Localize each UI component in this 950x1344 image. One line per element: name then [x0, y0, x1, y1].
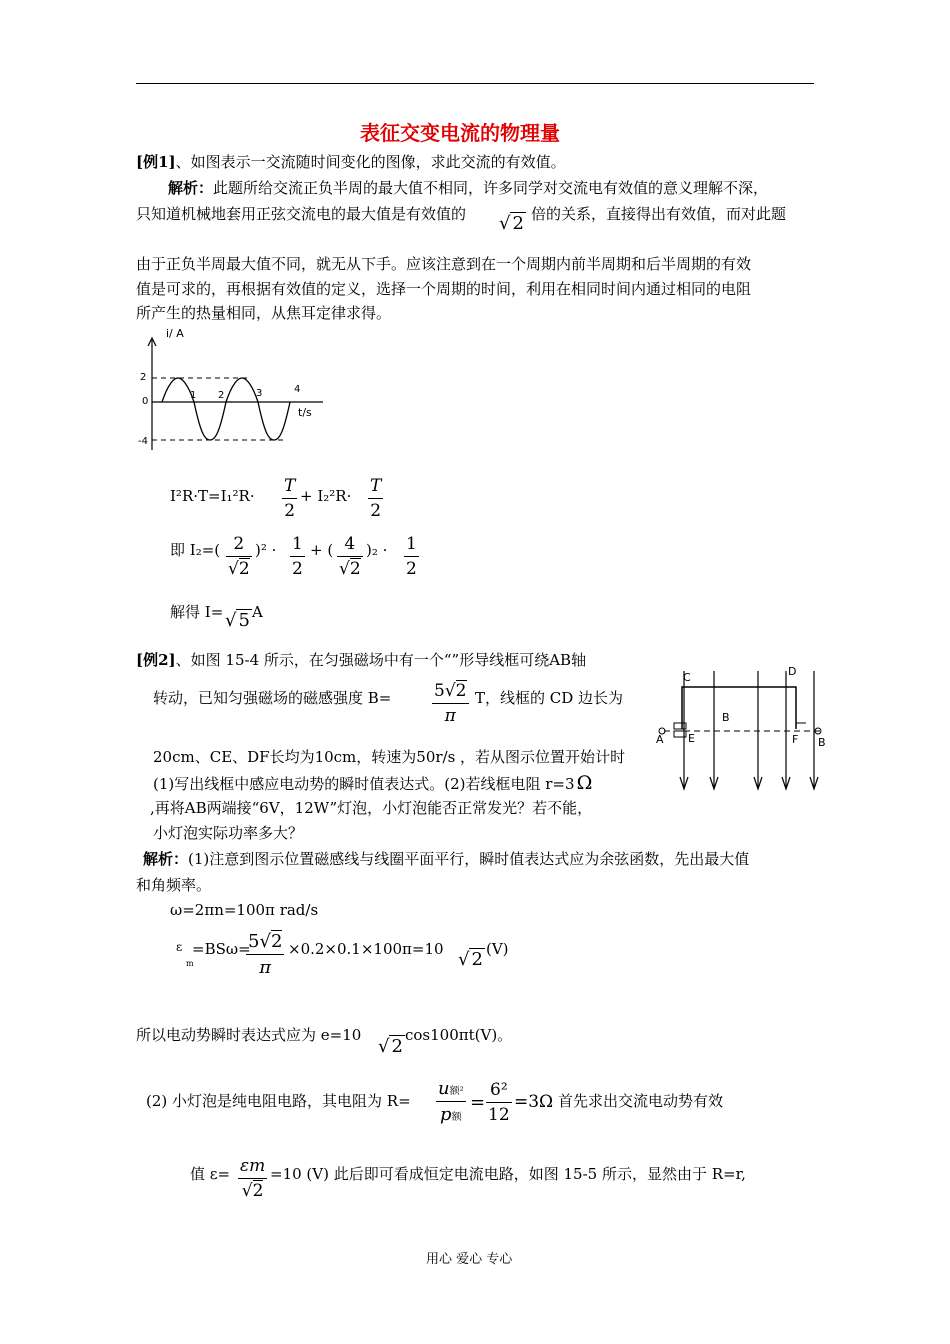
e-line-b: cos100πt(V)。 — [405, 1026, 513, 1044]
part2-a: (2) 小灯泡是纯电阻电路，其电阻为 R= — [146, 1092, 411, 1110]
frac-den: 2 — [368, 498, 383, 520]
em-rad: 2 — [270, 931, 283, 952]
graph-point-1: 1 — [190, 390, 197, 401]
example-2-line6: 小灯泡实际功率多大？ — [153, 824, 304, 842]
example-2-analysis-line1 — [143, 852, 749, 867]
eq2-frac-a — [226, 536, 252, 578]
frac-den: 2 — [290, 556, 305, 578]
frac-num: 1 — [406, 534, 417, 554]
frac-den: π — [246, 954, 284, 977]
frac-den: √2 — [226, 556, 252, 578]
frac-den: √2 — [238, 1178, 267, 1200]
analysis-label: 解析： — [143, 850, 189, 868]
example-2-analysis-line2: 和角频率。 — [136, 876, 212, 894]
wave-positive-2 — [226, 378, 258, 402]
eq2-mid2: + ( — [310, 541, 334, 559]
em-frac — [246, 933, 284, 977]
graph-point-2: 2 — [218, 390, 225, 401]
frac-den-rad: 2 — [349, 559, 361, 579]
example-1-text: 、如图表示一交流随时间变化的图像，求此交流的有效值。 — [175, 153, 566, 171]
last-b: =10 (V) 此后即可看成恒定电流电路，如图 15-5 所示，显然由于 R=r, — [270, 1165, 746, 1183]
label-e: E — [688, 732, 695, 745]
sqrt-2: √ 2 — [499, 213, 524, 234]
frac-num: 1 — [292, 534, 303, 554]
label-a: A — [656, 733, 664, 746]
e-sqrt: √ 2 — [378, 1036, 403, 1057]
p2-u-sub: 额² — [449, 1086, 464, 1097]
frac-num: 2 — [233, 534, 245, 554]
graph-x-label: t/s — [298, 406, 312, 419]
b-num: 5 — [434, 681, 445, 701]
frac-num: 5√2 — [248, 931, 283, 952]
graph-point-4: 4 — [294, 384, 301, 395]
eq2-mid1: )² · — [255, 541, 277, 559]
em-eq: =BSω= — [192, 940, 251, 958]
wire-frame-diagram — [654, 663, 824, 793]
em-num: 5 — [248, 931, 260, 952]
example-2-line5: ,再将AB两端接“6V，12W”灯泡，小灯泡能否正常发光？若不能， — [150, 799, 593, 817]
eq1-mid: + I₂²R· — [300, 487, 352, 505]
graph-point-3: 3 — [256, 388, 263, 399]
example-2-label: [例2] — [136, 651, 176, 669]
frac-den: 2 — [282, 498, 297, 520]
graph-tick-pos: 2 — [140, 372, 147, 383]
graph-tick-zero: 0 — [142, 396, 149, 407]
frac-den: 12 — [486, 1102, 512, 1124]
sqrt-radicand: 2 — [391, 1036, 403, 1057]
frac-den-rad: 2 — [238, 559, 250, 579]
em-rest: ×0.2×0.1×100π=10 — [288, 940, 444, 958]
frac-num: 5√2 — [434, 681, 467, 701]
eq3-prefix: 解得 I= — [170, 603, 224, 621]
graph-tick-neg: -4 — [138, 436, 148, 447]
frac-num: 4 — [344, 534, 356, 554]
sqrt-radicand: 2 — [512, 213, 524, 234]
eq1-left: I²R·T=I₁²R· — [170, 487, 255, 505]
sqrt-radicand: 2 — [471, 949, 483, 970]
page-footer: 用心 爱心 专心 — [426, 1252, 513, 1267]
last-a: 值 ε= — [190, 1165, 231, 1183]
page-title: 表征交变电流的物理量 — [360, 121, 560, 145]
eq2-frac-c — [337, 536, 363, 578]
example-1-analysis-line4: 值是可求的，再根据有效值的定义，选择一个周期的时间，利用在相同时间内通过相同的电阻 — [136, 280, 752, 298]
wave-negative-2 — [258, 402, 290, 440]
part2-frac-num — [486, 1082, 512, 1124]
eq1-frac-1 — [282, 478, 297, 520]
part2-b: 首先求出交流电动势有效 — [558, 1092, 724, 1110]
part2-frac-r — [436, 1080, 466, 1124]
sqrt-radicand: 5 — [238, 610, 250, 631]
example-1-label: [例1] — [136, 153, 176, 171]
wave-negative-1 — [194, 402, 226, 440]
omega-equation: ω=2πn=100π rad/s — [170, 901, 319, 919]
eq2-mid3: )₂ · — [366, 541, 388, 559]
example-1-analysis-line2a: 只知道机械地套用正弦交流电的最大值是有效值的 — [136, 205, 467, 223]
last-frac — [238, 1158, 267, 1200]
eq2-frac-d — [404, 536, 419, 578]
graph-y-label: i/ A — [166, 327, 184, 340]
frac-num: T — [284, 476, 296, 496]
eq2-prefix: 即 I₂=( — [170, 541, 221, 559]
eq3-sqrt: √ 5 — [225, 610, 250, 631]
example-1-analysis-line3: 由于正负半周最大值不同，就无从下手。应该注意到在一个周期内前半周期和后半周期的有效 — [136, 255, 752, 273]
analysis-label: 解析： — [168, 179, 214, 197]
example-2-line1 — [136, 653, 586, 668]
eq2-frac-b — [290, 536, 305, 578]
part2-res: =3Ω — [514, 1092, 554, 1112]
label-b: B — [818, 736, 826, 749]
example-2-line2a: 转动，已知匀强磁场的磁感强度 B= — [153, 689, 392, 707]
header-rule — [136, 83, 814, 84]
line4-text: (1)写出线框中感应电动势的瞬时值表达式。(2)若线框电阻 r=3 — [153, 775, 575, 793]
analysis-text: (1)注意到图示位置磁感线与线圈平面平行，瞬时值表达式应为余弦函数，先出最大值 — [188, 850, 750, 868]
last-rad: 2 — [252, 1181, 264, 1201]
p2-u: u — [438, 1078, 450, 1099]
example-1-analysis-line2b: 倍的关系，直接得出有效值，而对此题 — [531, 205, 787, 223]
frac-num: εm — [240, 1156, 266, 1176]
p2-p-sub: 额 — [451, 1112, 462, 1123]
ohm-symbol: Ω — [576, 772, 593, 794]
example-1-analysis-line1 — [168, 181, 768, 196]
em-unit: (V) — [486, 940, 509, 958]
label-f: F — [792, 733, 799, 746]
frac-den — [436, 1101, 466, 1124]
em-sub: m — [186, 959, 194, 968]
frame-cdef — [682, 687, 796, 729]
eq3-unit: A — [252, 603, 263, 621]
example-2-line3: 20cm、CE、DF长均为10cm，转速为50r/s ，若从图示位置开始计时 — [153, 748, 626, 766]
example-1-analysis-line5: 所产生的热量相同，从焦耳定律求得。 — [136, 304, 392, 322]
example-2-line4 — [153, 774, 592, 793]
em-sqrt2: √ 2 — [458, 949, 483, 970]
frac-den: √2 — [337, 556, 363, 578]
example-1-question — [136, 155, 566, 170]
analysis-text: 此题所给交流正负半周的最大值不相同，许多同学对交流电有效值的意义理解不深， — [213, 179, 769, 197]
e-line-a: 所以电动势瞬时表达式应为 e=10 — [136, 1026, 362, 1044]
example-2-line2b: T，线框的 CD 边长为 — [475, 689, 624, 707]
label-c: C — [683, 671, 691, 684]
frac-den: π — [432, 703, 469, 725]
part2-eq: = — [470, 1092, 486, 1113]
b-field-frac — [432, 683, 469, 725]
frac-num — [436, 1080, 466, 1101]
label-b-mid: B — [722, 711, 730, 724]
b-rad: 2 — [455, 681, 467, 701]
eq1-frac-2 — [368, 478, 383, 520]
example-2-text: 、如图 15-4 所示，在匀强磁场中有一个“”形导线框可绕AB轴 — [175, 651, 587, 669]
current-time-graph — [138, 322, 328, 452]
em-epsilon: ε — [176, 940, 183, 954]
frac-den: 2 — [404, 556, 419, 578]
frac-num: T — [370, 476, 382, 496]
p2-p: p — [440, 1104, 452, 1125]
frac-num: 6² — [490, 1080, 508, 1100]
label-d: D — [788, 665, 797, 678]
